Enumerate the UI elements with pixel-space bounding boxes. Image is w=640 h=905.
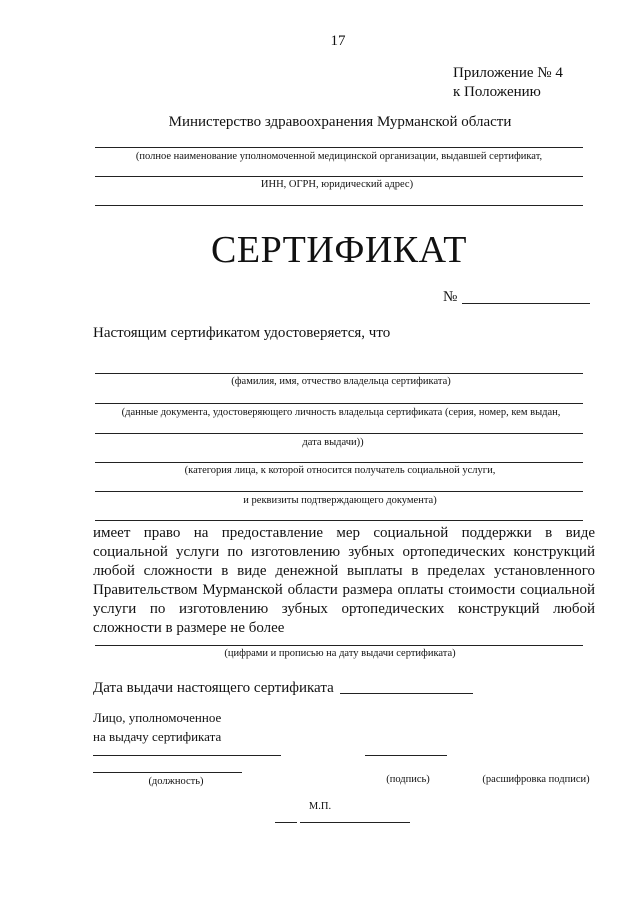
fill-line-id-document-date (95, 433, 583, 434)
ministry-name: Министерство здравоохранения Мурманской области (168, 114, 512, 130)
document-title: СЕРТИФИКАТ (211, 229, 467, 271)
fill-line-position (93, 772, 242, 773)
fill-line-organization-details (95, 176, 583, 177)
id-document-caption-2: дата выдачи)) (302, 437, 364, 448)
signature-caption: (подпись) (386, 774, 430, 785)
fill-line-category-document (95, 491, 583, 492)
stamp-line-segment (275, 822, 297, 823)
authorized-person-label-1: Лицо, уполномоченное (93, 710, 222, 725)
entitlement-line: сложности в размере не более (93, 620, 285, 636)
authorized-person-label-2: на выдачу сертификата (93, 729, 222, 744)
fill-line-authorized-position (93, 755, 281, 756)
id-document-caption-1: (данные документа, удостоверяющего личность владельца сертификата (серия, номер, кем выдан, (121, 407, 561, 418)
fill-line-signature (365, 755, 447, 756)
appendix-reference: к Положению (453, 84, 541, 100)
signature-name-caption: (расшифровка подписи) (482, 774, 590, 785)
issue-date-label: Дата выдачи настоящего сертификата (93, 680, 334, 696)
holder-name-caption: (фамилия, имя, отчество владельца сертификата) (231, 376, 451, 387)
fill-line-holder-name (95, 373, 583, 374)
fill-line-issue-date (340, 693, 473, 694)
fill-line-organization-address (95, 205, 583, 206)
certificate-number-label: № (443, 289, 458, 305)
entitlement-line: Правительством Мурманской области размера оплаты стоимости социальной (93, 582, 595, 598)
page-number: 17 (330, 33, 346, 49)
entitlement-line: любой сложности в виде денежной выплаты в пределах установленного (93, 563, 595, 579)
fill-line-category (95, 462, 583, 463)
fill-line-organization (95, 147, 583, 148)
fill-line-certificate-number (462, 303, 590, 304)
entitlement-line: социальной услуги по изготовлению зубных ортопедических конструкций (93, 544, 595, 560)
stamp-place-label: М.П. (308, 801, 332, 812)
organization-caption-1: (полное наименование уполномоченной медицинской организации, выдавшей сертификат, (135, 151, 543, 162)
entitlement-line: имеет право на предоставление мер социальной поддержки в виде (93, 525, 595, 541)
appendix-number: Приложение № 4 (453, 65, 563, 81)
fill-line-id-document (95, 403, 583, 404)
category-caption-1: (категория лица, к которой относится получатель социальной услуги, (184, 465, 496, 476)
amount-caption: (цифрами и прописью на дату выдачи сертификата) (224, 648, 456, 659)
stamp-line-segment (300, 822, 410, 823)
intro-text: Настоящим сертификатом удостоверяется, что (93, 325, 391, 341)
organization-caption-2: ИНН, ОГРН, юридический адрес) (260, 179, 414, 190)
category-caption-2: и реквизиты подтверждающего документа) (243, 495, 437, 506)
fill-line-amount (95, 645, 583, 646)
fill-line-category-details (95, 520, 583, 521)
position-caption: (должность) (148, 776, 204, 787)
entitlement-line: услуги по изготовлению зубных ортопедических конструкций любой (93, 601, 595, 617)
